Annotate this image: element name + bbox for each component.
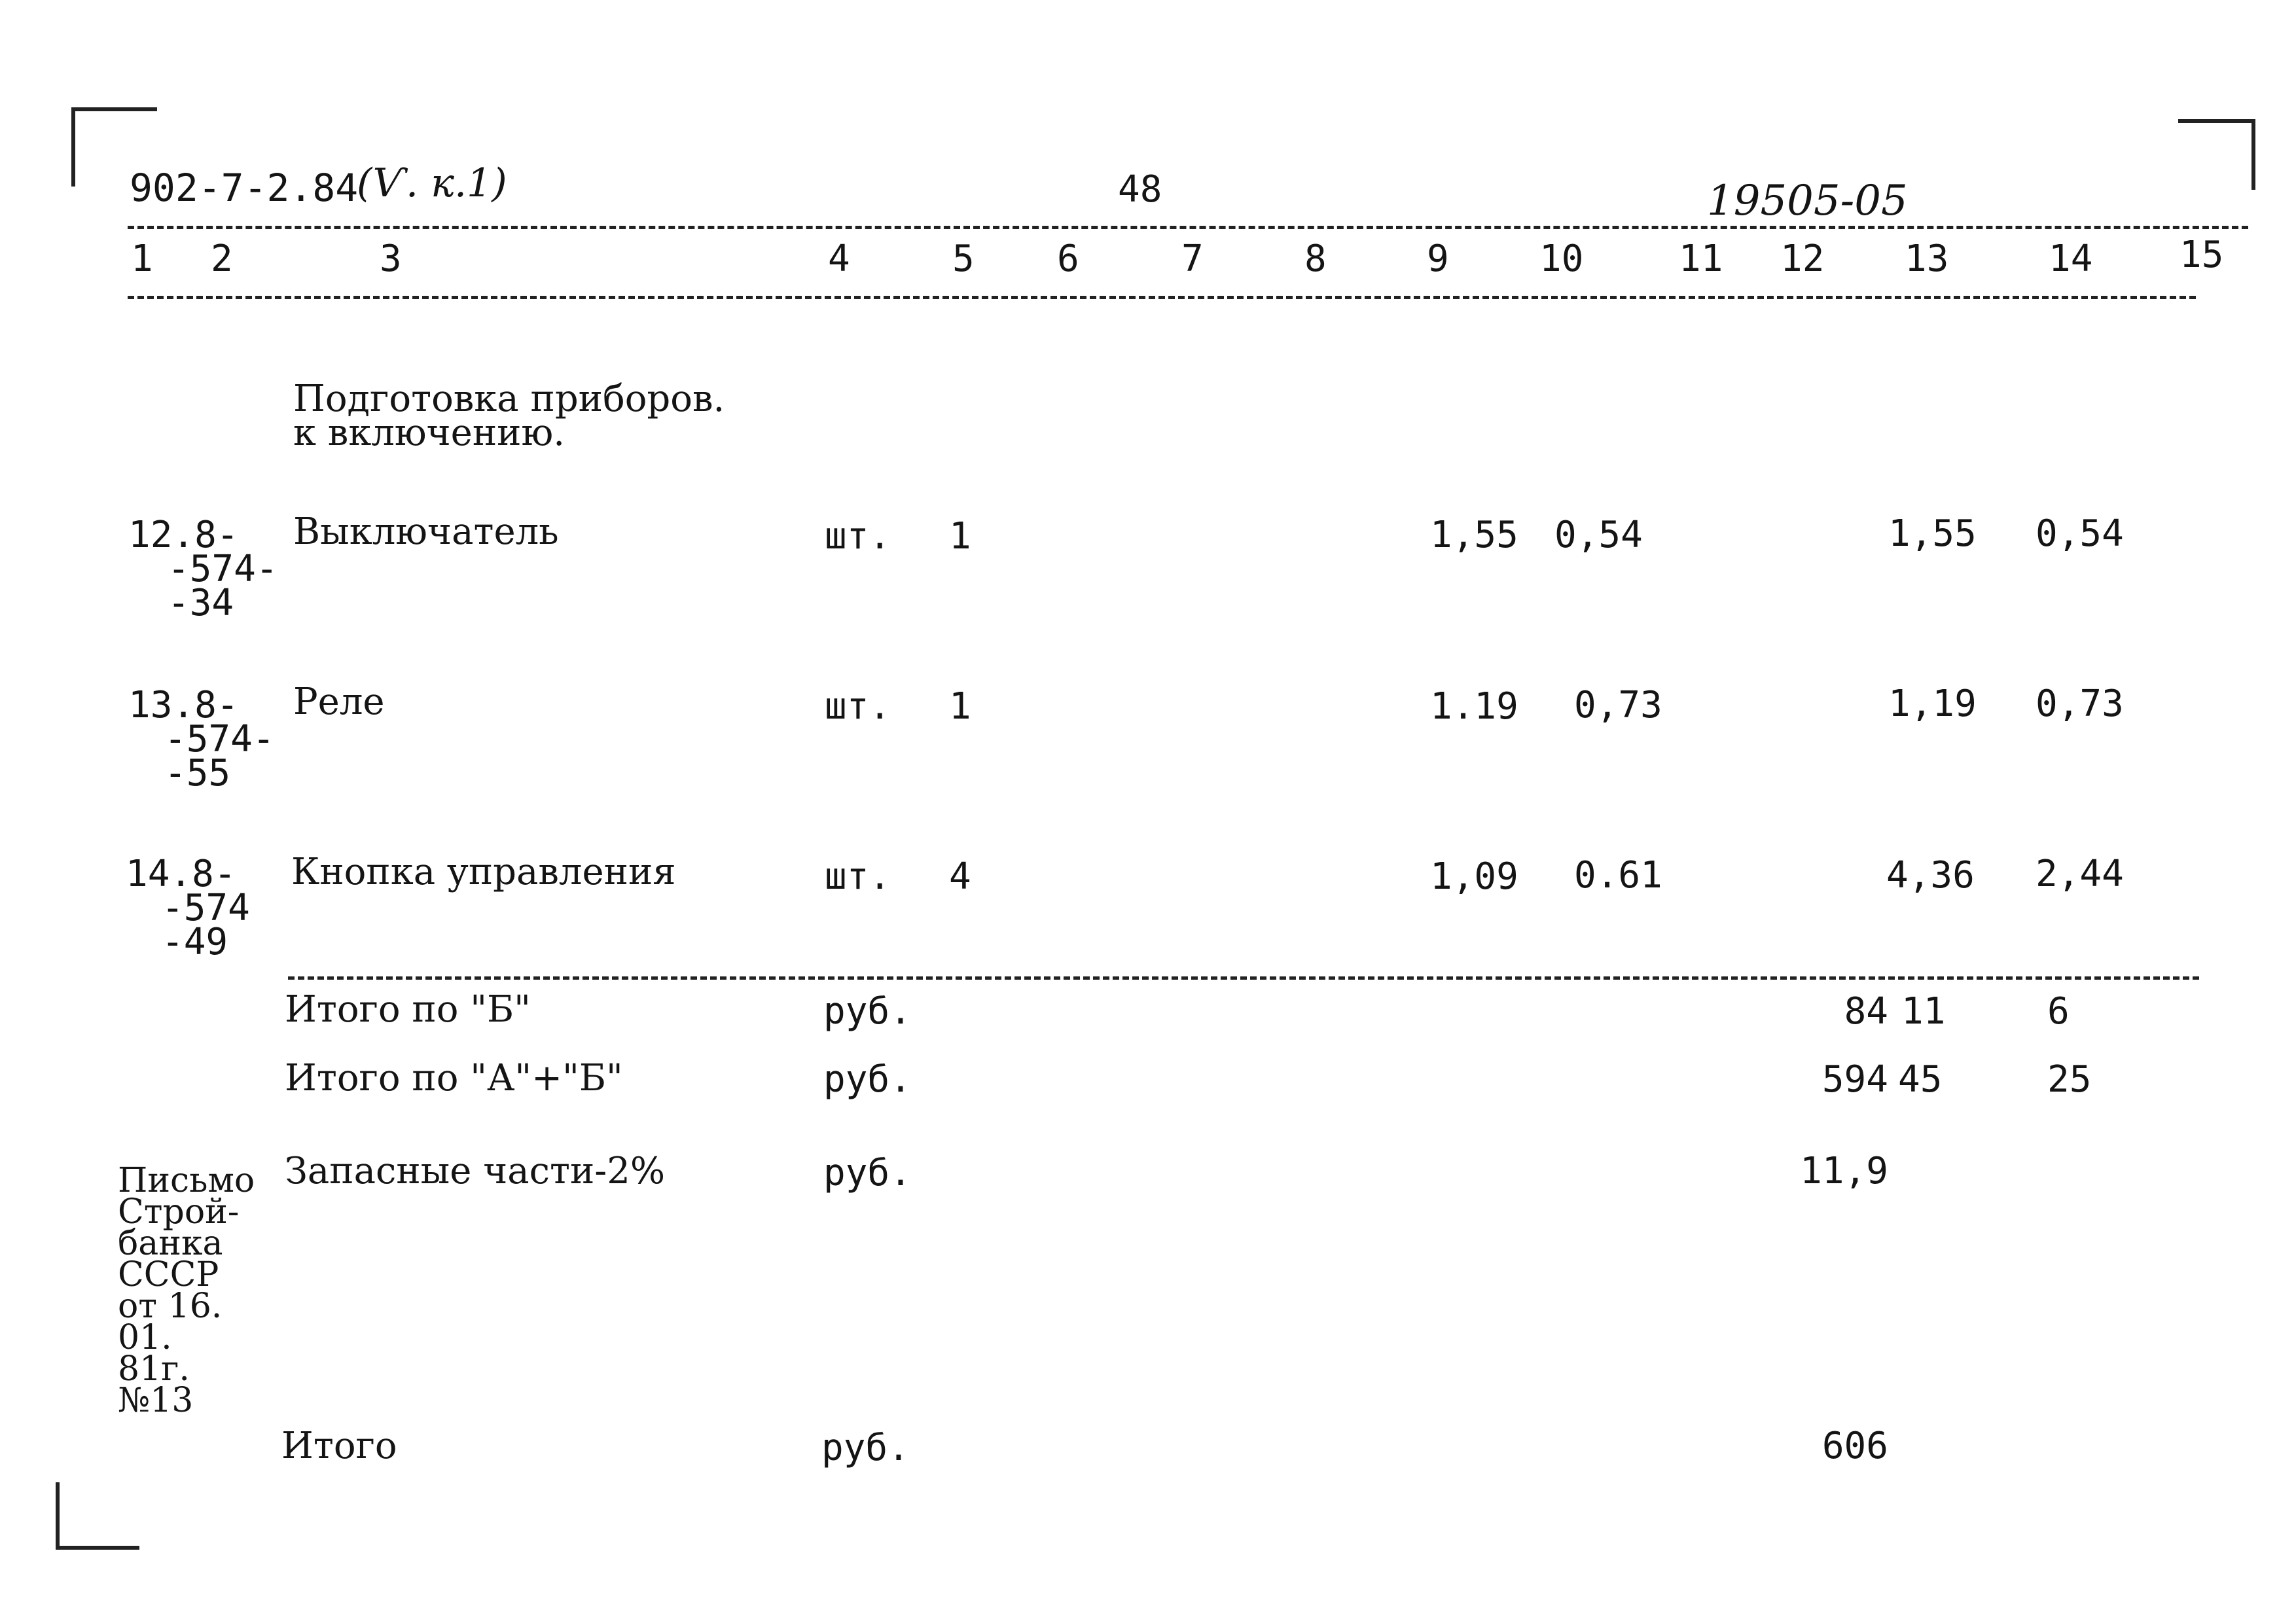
side-note: Письмо Строй- банка СССР от 16. 01. 81г. №13 <box>118 1161 255 1420</box>
column-number: 2 <box>211 238 233 280</box>
total-unit: руб. <box>823 990 912 1033</box>
column-number: 6 <box>1057 238 1079 280</box>
total-col14: 6 <box>2047 990 2070 1033</box>
column-number: 5 <box>952 238 975 280</box>
row-code: 12.8- -574- -34 <box>128 514 278 624</box>
total-col12: 594 <box>1821 1058 1888 1101</box>
row-code: 14.8- -574 -49 <box>126 853 250 963</box>
column-number: 4 <box>828 238 850 280</box>
column-number: 9 <box>1427 238 1449 280</box>
column-number: 1 <box>131 238 153 280</box>
column-number: 11 <box>1679 238 1723 280</box>
section-title-line1: Подготовка приборов. <box>293 378 725 420</box>
column-number: 8 <box>1304 238 1327 280</box>
final-total-col12: 606 <box>1821 1425 1888 1467</box>
header-dash-line-top <box>128 226 2248 229</box>
row-name: Кнопка управления <box>291 851 676 893</box>
row-qty: 1 <box>949 685 971 728</box>
row-col14: 2,44 <box>2036 853 2124 895</box>
section-title-line2: к включению. <box>293 412 565 454</box>
row-unit: шт. <box>825 855 891 898</box>
column-number: 15 <box>2179 234 2224 276</box>
row-col9: 1.19 <box>1430 685 1518 728</box>
final-total-unit: руб. <box>821 1427 910 1469</box>
row-col14: 0,54 <box>2036 512 2124 555</box>
row-col9: 1,09 <box>1430 855 1518 898</box>
final-total-label: Итого <box>281 1425 397 1467</box>
row-col10: 0,73 <box>1574 684 1662 726</box>
row-name: Реле <box>293 681 385 723</box>
row-code: 13.8- -574- -55 <box>128 684 275 794</box>
row-col10: 0,54 <box>1554 514 1643 556</box>
row-qty: 4 <box>949 855 971 898</box>
row-col10: 0.61 <box>1574 854 1662 897</box>
corner-bracket-top-right <box>2172 111 2263 196</box>
total-label: Итого по "А"+"Б" <box>285 1057 623 1099</box>
total-col14: 25 <box>2047 1058 2092 1101</box>
total-unit: руб. <box>823 1152 912 1194</box>
header-dash-line-bottom <box>128 296 2196 299</box>
column-number: 12 <box>1780 238 1825 280</box>
page-number: 48 <box>1118 168 1162 211</box>
row-col13: 4,36 <box>1886 854 1975 897</box>
row-col9: 1,55 <box>1430 514 1518 556</box>
row-col14: 0,73 <box>2036 683 2124 725</box>
row-unit: шт. <box>825 685 891 728</box>
totals-dash-line <box>288 976 2199 980</box>
total-unit: руб. <box>823 1058 912 1101</box>
column-number: 7 <box>1181 238 1204 280</box>
column-number: 3 <box>380 238 402 280</box>
column-number: 14 <box>2049 238 2093 280</box>
total-col12: 84 <box>1844 990 1888 1033</box>
doc-note: (Ѵ. к.1) <box>357 160 507 206</box>
total-label: Итого по "Б" <box>285 988 531 1031</box>
column-number: 10 <box>1539 238 1584 280</box>
row-unit: шт. <box>825 515 891 558</box>
total-col13: 45 <box>1898 1058 1943 1101</box>
row-col13: 1,55 <box>1888 512 1977 555</box>
total-label: Запасные части-2% <box>285 1150 666 1192</box>
total-col13: 11 <box>1901 990 1946 1033</box>
row-col13: 1,19 <box>1888 683 1977 725</box>
column-number: 13 <box>1905 238 1949 280</box>
row-qty: 1 <box>949 515 971 558</box>
corner-bracket-bottom-left <box>51 1476 149 1561</box>
doc-stamp: 19505-05 <box>1707 177 1908 225</box>
doc-code: 902-7-2.84 <box>130 166 359 210</box>
total-col12: 11,9 <box>1800 1150 1888 1192</box>
row-name: Выключатель <box>293 510 559 553</box>
